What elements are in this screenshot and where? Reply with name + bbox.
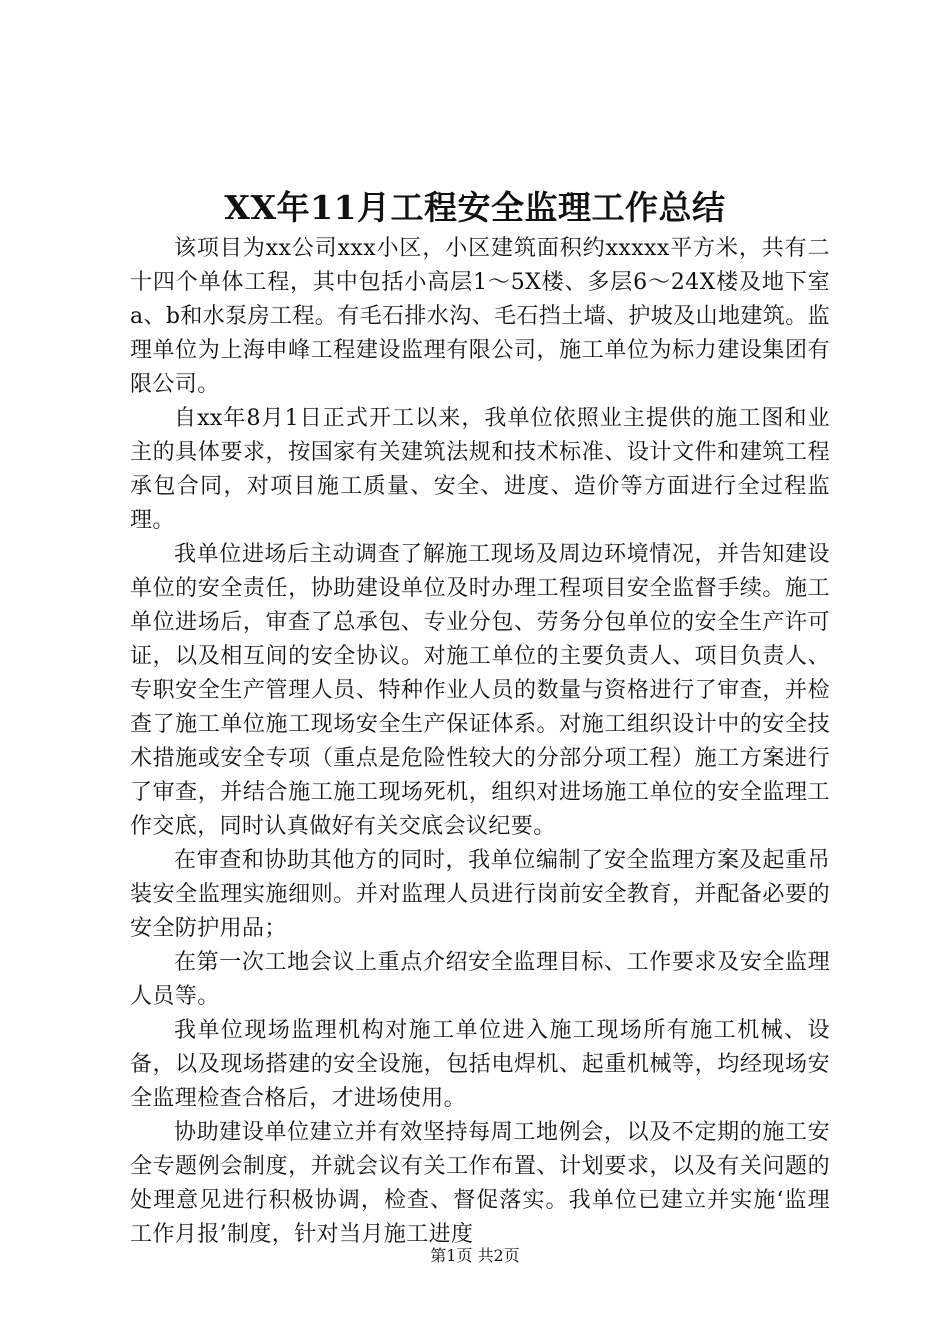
paragraph-construction-start: 自xx年8月1日正式开工以来，我单位依照业主提供的施工图和业主的具体要求，按国家有关建筑法规和技术标准、设计文件和建筑工程承包合同，对项目施工质量、安全、进度、造价等方面进行全过程监理。 bbox=[130, 406, 830, 533]
paragraph-first-meeting: 在第一次工地会议上重点介绍安全监理目标、工作要求及安全监理人员等。 bbox=[130, 950, 830, 1009]
document-body bbox=[130, 232, 830, 1252]
paragraph-weekly-meetings: 协助建设单位建立并有效坚持每周工地例会，以及不定期的施工安全专题例会制度，并就会议有关工作布置、计划要求，以及有关问题的处理意见进行积极协调，检查、督促落实。我单位已建立并实施‘监理工作月报’制度，针对当月施工进度 bbox=[130, 1120, 830, 1247]
paragraph-project-overview: 该项目为xx公司xxx小区，小区建筑面积约xxxxx平方米，共有二十四个单体工程，其中包括小高层1～5X楼、多层6～24X楼及地下室a、b和水泵房工程。有毛石排水沟、毛石挡土墙、护坡及山地建筑。监理单位为上海申峰工程建设监理有限公司，施工单位为标力建设集团有限公司。 bbox=[130, 236, 831, 397]
paragraph-supervision-plan: 在审查和协助其他方的同时，我单位编制了安全监理方案及起重吊装安全监理实施细则。并对监理人员进行岗前安全教育，并配备必要的安全防护用品； bbox=[130, 848, 830, 941]
document-title: XX年11月工程安全监理工作总结 bbox=[224, 188, 726, 227]
paragraph-equipment-inspection: 我单位现场监理机构对施工单位进入施工现场所有施工机械、设备，以及现场搭建的安全设施，包括电焊机、起重机械等，均经现场安全监理检查合格后，才进场使用。 bbox=[130, 1018, 830, 1111]
paragraph-site-review: 我单位进场后主动调查了解施工现场及周边环境情况，并告知建设单位的安全责任，协助建设单位及时办理工程项目安全监督手续。施工单位进场后，审查了总承包、专业分包、劳务分包单位的安全生产许可证，以及相互间的安全协议。对施工单位的主要负责人、项目负责人、专职安全生产管理人员、特种作业人员的数量与资格进行了审查，并检查了施工单位施工现场安全生产保证体系。对施工组织设计中的安全技术措施或安全专项（重点是危险性较大的分部分项工程）施工方案进行了审查，并结合施工施工现场死机，组织对进场施工单位的安全监理工作交底，同时认真做好有关交底会议纪要。 bbox=[130, 542, 830, 839]
page-number-footer: 第1页 共2页 bbox=[430, 1246, 520, 1265]
